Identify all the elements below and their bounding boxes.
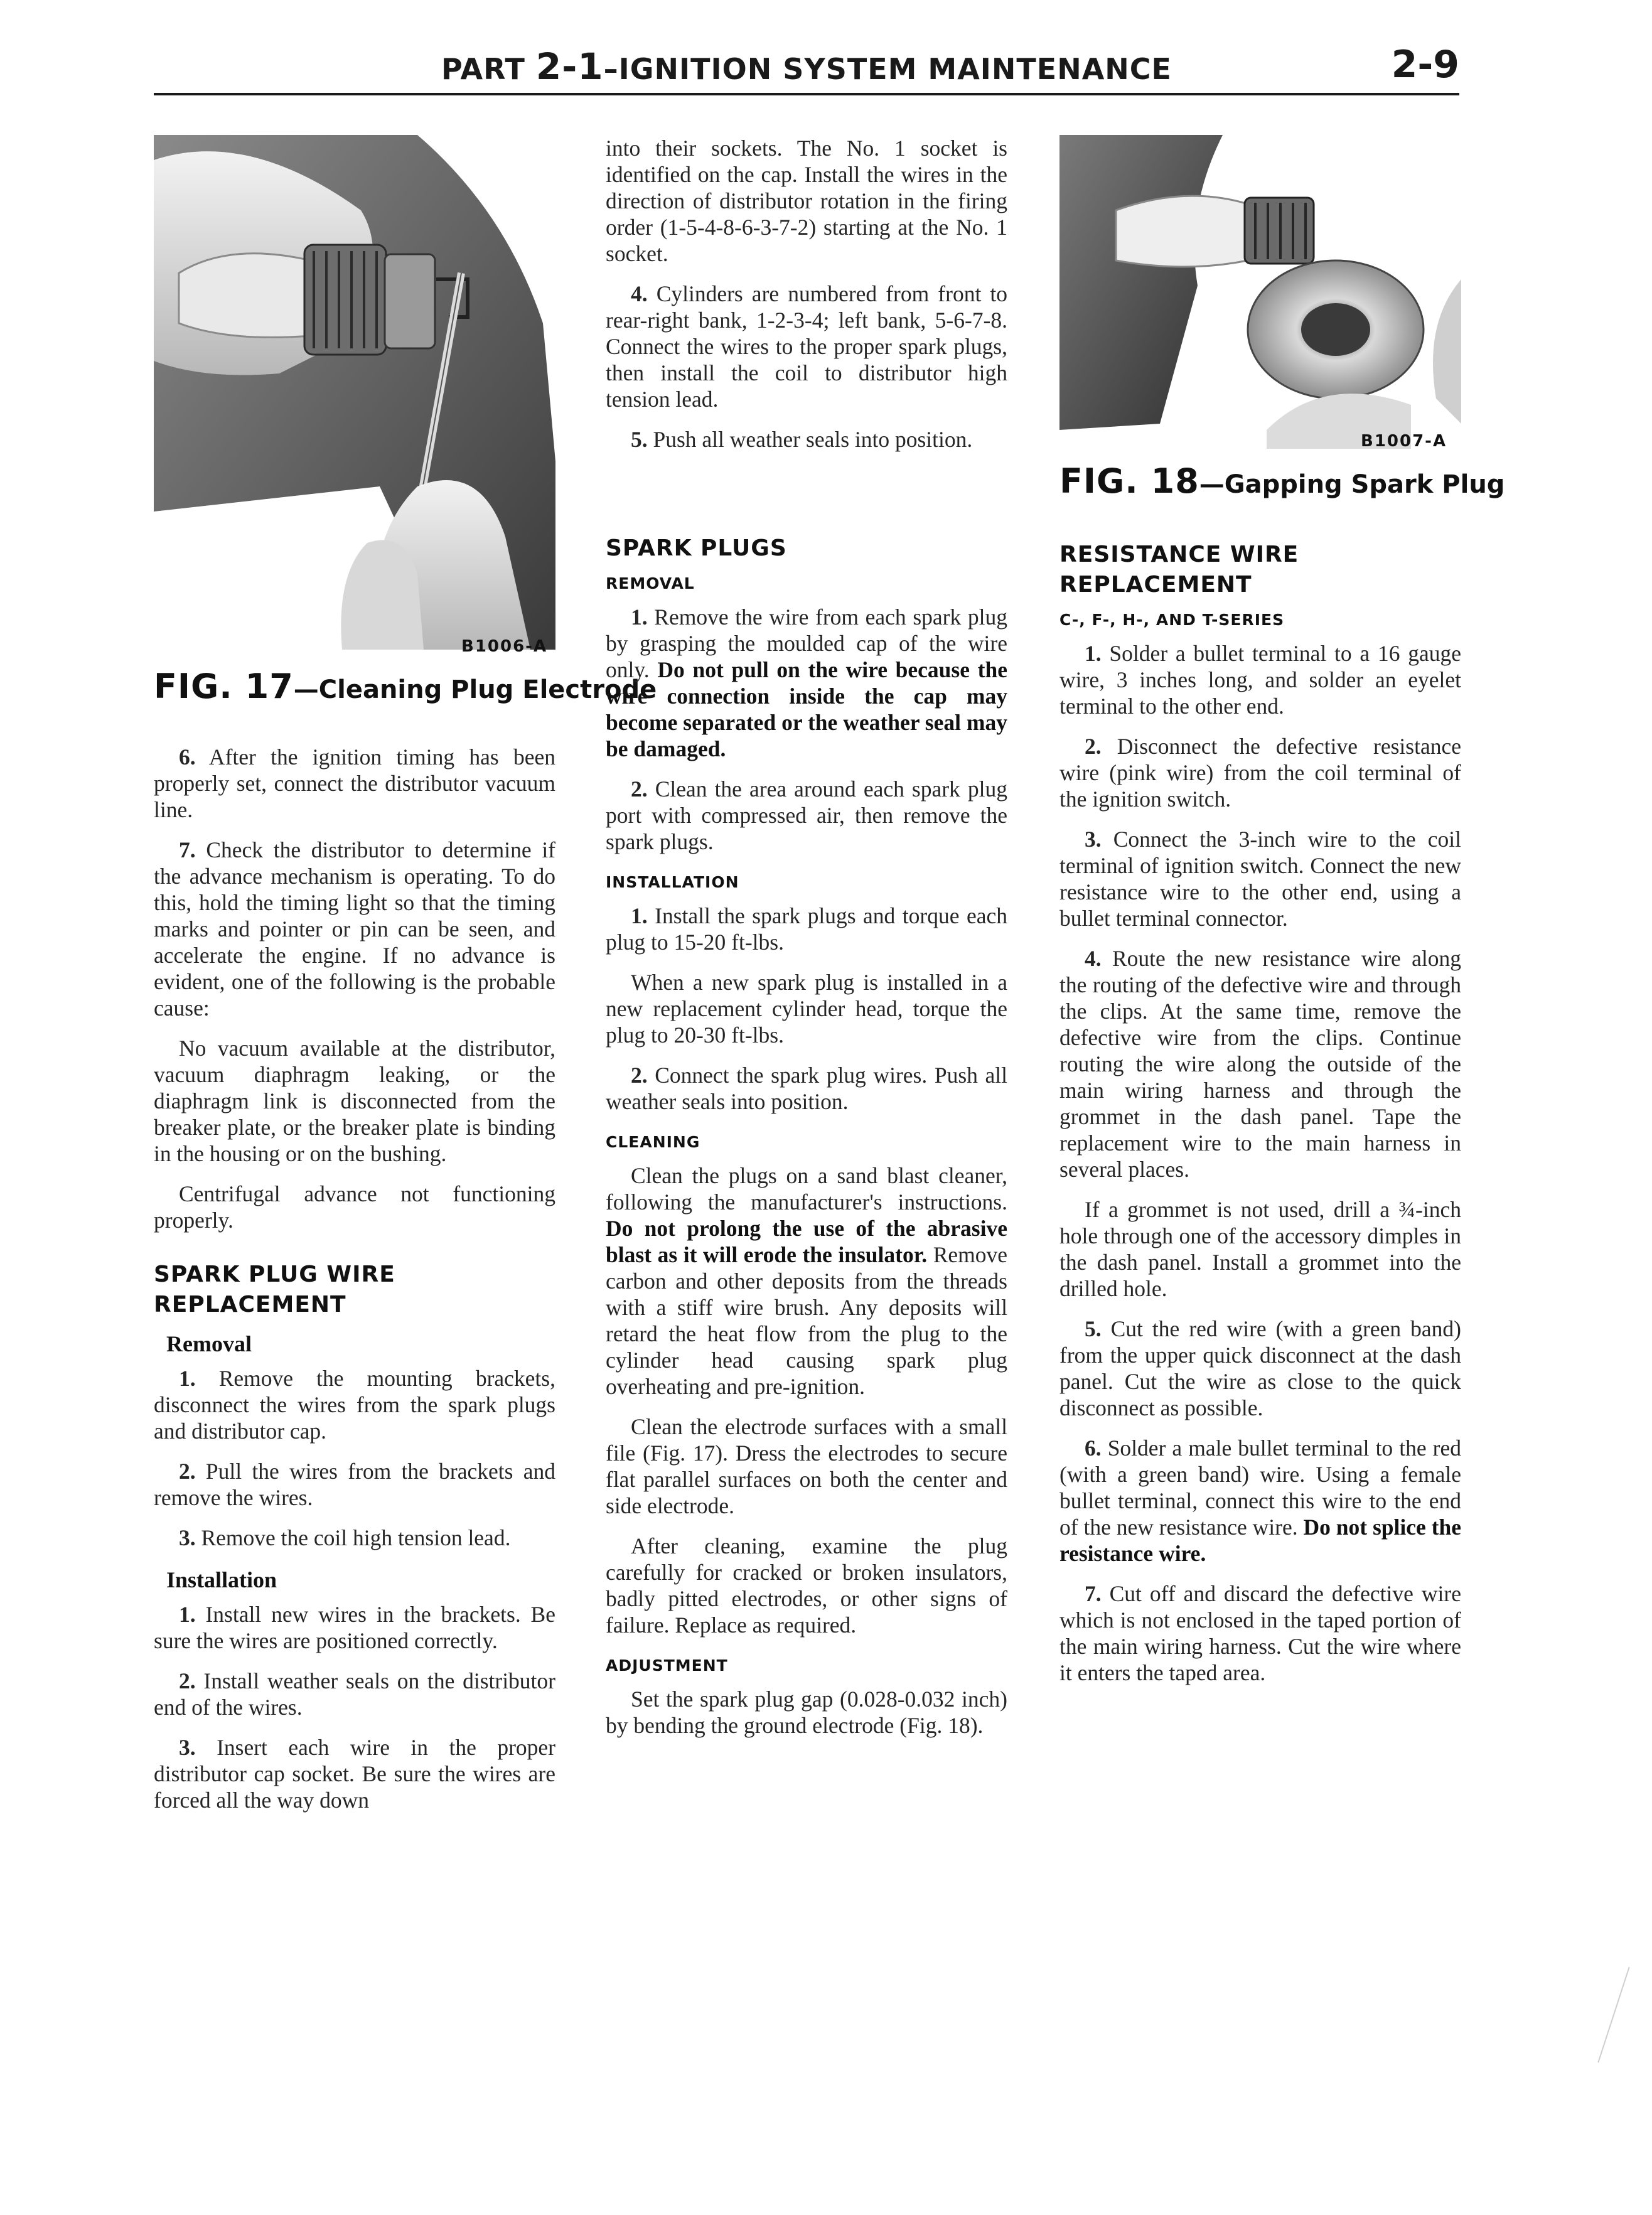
resistance-step-3: 3. Connect the 3-inch wire to the coil terminal of ignition switch. Connect the new resistance wire to the other end, using a bullet terminal connector. [1059,827,1461,931]
part-label: PART [441,52,525,86]
wire-removal-step-1: 1. Remove the mounting brackets, disconnect the wires from the spark plugs and distributor cap. [154,1366,555,1444]
figure-17-caption-text: Cleaning Plug Electrode [318,675,657,704]
resistance-step-5: 5. Cut the red wire (with a green band) from the upper quick disconnect at the dash panel. Cut the wire as close to the quick disconnect as possible. [1059,1316,1461,1420]
resistance-step-1: 1. Solder a bullet terminal to a 16 gauge wire, 3 inches long, and solder an eyelet terminal to the other end. [1059,641,1461,719]
step-5-paragraph: 5. Push all weather seals into position. [631,427,973,452]
plug-installation-step-1: 1. Install the spark plugs and torque each plug to 15-20 ft-lbs. [606,903,1007,955]
figure-17-code: B1006-A [461,637,548,656]
running-header [154,39,1459,95]
header-rule [154,93,1459,95]
cleaning-paragraph-1: Clean the plugs on a sand blast cleaner, following the manufacturer's instructions. Do not prolong the use of the abrasive blast as it will erode the insulator. Remove carbon and other deposits from the threads with a stiff wire brush. Any deposits will retard the heat flow from the plug to the cylinder head causing spark plug overheating and pre-ignition. [606,1163,1007,1399]
cleaning-paragraph-2: Clean the electrode surfaces with a small file (Fig. 17). Dress the electrodes to secure flat parallel surfaces on both the center and side electrode. [606,1414,1007,1518]
plug-removal-step-1: 1. Remove the wire from each spark plug by grasping the moulded cap of the wire only. Do not pull on the wire because the wire connection inside the cap may become separated or the weather seal may be damaged. [606,604,1008,761]
series-subheading: C-, F-, H-, AND T-SERIES [1059,611,1285,629]
section-title: IGNITION SYSTEM MAINTENANCE [618,52,1172,86]
wire-installation-step-1: 1. Install new wires in the brackets. Be sure the wires are positioned correctly. [154,1602,555,1653]
step-4-paragraph: 4. Cylinders are numbered from front to rear-right bank, 1-2-3-4; left bank, 5-6-7-8. Connect the wires to the proper spark plugs, then install the coil to distributor high tension lead. [606,281,1007,412]
wire-removal-step-2: 2. Pull the wires from the brackets and remove the wires. [154,1459,555,1510]
centrifugal-cause-paragraph: Centrifugal advance not functioning properly. [154,1181,555,1233]
plug-removal-step-2: 2. Clean the area around each spark plug port with compressed air, then remove the spark plugs. [606,776,1007,854]
figure-18-label: FIG. 18 [1059,461,1199,501]
header-title: PART 2-1–IGNITION SYSTEM MAINTENANCE [441,45,1172,88]
part-number: 2-1 [535,45,604,88]
new-cylinder-head-paragraph: When a new spark plug is installed in a new replacement cylinder head, torque the plug to 20-30 ft-lbs. [606,970,1007,1048]
resistance-step-4: 4. Route the new resistance wire along the routing of the defective wire and through the clips. At the same time, remove the defective wire from the clips. Continue routing the wire along the outside of the main wiring harness and through the grommet in the dash panel. Tape the replacement wire to the main harness in several places. [1059,946,1461,1182]
wire-removal-step-3: 3. Remove the coil high tension lead. [179,1525,511,1550]
adjustment-paragraph: Set the spark plug gap (0.028-0.032 inch) by bending the ground electrode (Fig. 18). [606,1687,1007,1738]
page-number: 2-9 [1391,43,1459,87]
figure-18-caption-text: Gapping Spark Plug [1224,470,1505,499]
figure-17-photo [154,135,555,650]
resistance-wire-heading: RESISTANCE WIRE REPLACEMENT [1059,542,1299,598]
wire-removal-heading: Removal [166,1331,252,1356]
figure-18-code: B1007-A [1361,432,1447,451]
wire-installation-step-2: 2. Install weather seals on the distributor end of the wires. [154,1668,555,1720]
grommet-paragraph: If a grommet is not used, drill a ¾-inch hole through one of the accessory dimples in the dash panel. Install a grommet into the drilled hole. [1059,1197,1461,1301]
page-edge-mark [1597,1967,1629,2063]
plug-installation-step-2: 2. Connect the spark plug wires. Push all weather seals into position. [606,1063,1007,1114]
resistance-step-6: 6. Solder a male bullet terminal to the red (with a green band) wire. Using a female bullet terminal, connect this wire to the end of the new resistance wire. Do not splice the resistance wire. [1059,1435,1461,1566]
resistance-step-7: 7. Cut off and discard the defective wire which is not enclosed in the taped portion of the main wiring harness. Cut the wire where it enters the taped area. [1059,1581,1461,1685]
column-2-top [606,135,1007,466]
column-1 [154,744,555,1827]
step-7-paragraph: 7. Check the distributor to determine if the advance mechanism is operating. To do this, hold the timing light so that the timing marks and pointer or pin can be seen, and accelerate the engine. If no advance is evident, one of the following is the probable cause: [154,837,555,1021]
resistance-step-2: 2. Disconnect the defective resistance wire (pink wire) from the coil terminal of the ignition switch. [1059,734,1461,812]
cleaning-paragraph-3: After cleaning, examine the plug carefully for cracked or broken insulators, badly pitted electrodes, or other signs of failure. Replace as required. [606,1533,1007,1638]
column-2-spark-plugs [606,534,1007,1752]
wire-installation-step-3: 3. Insert each wire in the proper distributor cap socket. Be sure the wires are forced all the way down [154,1735,555,1813]
adjustment-subheading: ADJUSTMENT [606,1656,728,1675]
cleaning-subheading: CLEANING [606,1133,700,1151]
plug-removal-subheading: REMOVAL [606,574,695,593]
figure-18-caption: FIG. 18—Gapping Spark Plug [1059,461,1505,501]
figure-17-caption: FIG. 17—Cleaning Plug Electrode [154,667,657,706]
figure-18-photo [1059,135,1461,449]
figure-17-label: FIG. 17 [154,667,294,706]
spark-plugs-heading: SPARK PLUGS [606,535,787,561]
vacuum-cause-paragraph: No vacuum available at the distributor, vacuum diaphragm leaking, or the diaphragm link is disconnected from the breaker plate, or the breaker plate is binding in the housing or on the bushing. [154,1036,555,1166]
spark-plug-wire-heading: SPARK PLUG WIRE REPLACEMENT [154,1262,395,1317]
wire-installation-heading: Installation [166,1567,277,1592]
column-3 [1059,540,1461,1700]
socket-continuation-paragraph: into their sockets. The No. 1 socket is identified on the cap. Install the wires in the direction of distributor rotation in the firing order (1-5-4-8-6-3-7-2) starting at the No. 1 socket. [606,136,1007,266]
plug-installation-subheading: INSTALLATION [606,873,739,891]
step-6-paragraph: 6. After the ignition timing has been properly set, connect the distributor vacuum line. [154,744,555,822]
